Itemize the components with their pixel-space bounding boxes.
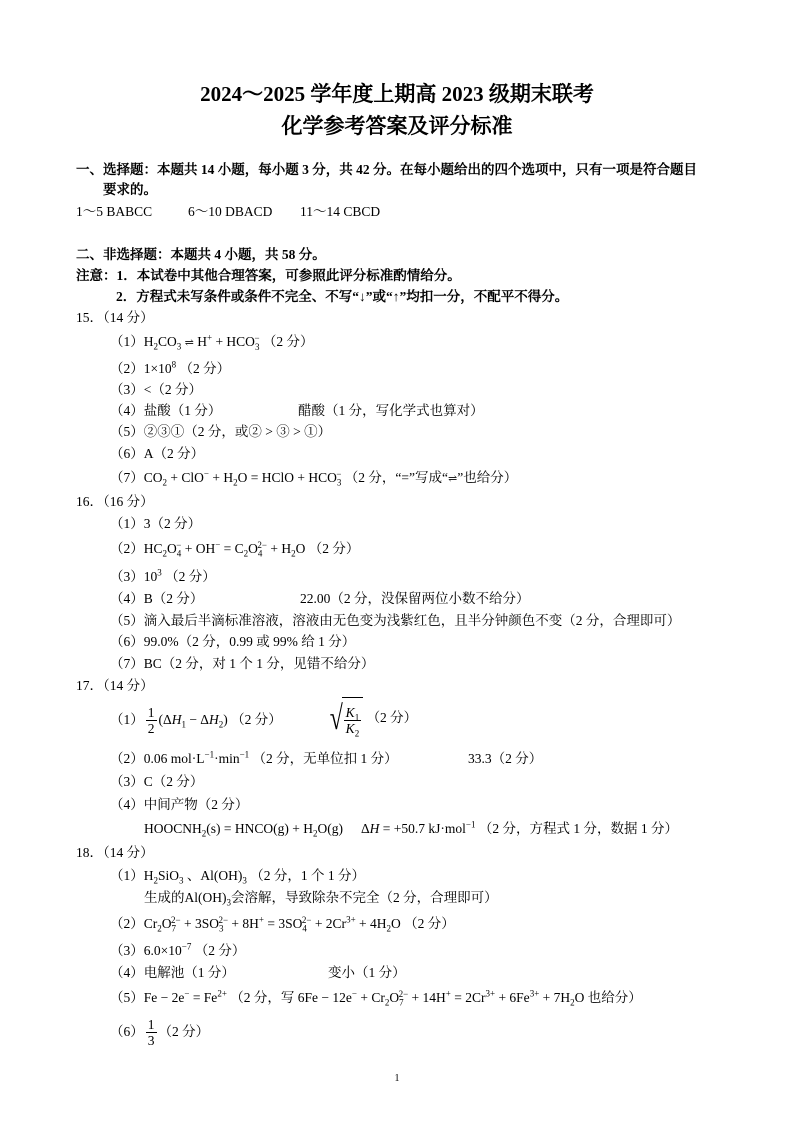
q16-answer-2: $(2)HC_2O_4^- + OH^- = C_2O_4^{2-} + H_2O$ （2 分） — [110, 539, 360, 559]
q17-heading: 17．（14 分） — [76, 678, 154, 693]
q18-answer-6: （6） $\frac{1}{3}$ （2 分） — [110, 1017, 210, 1049]
note-1: 注意：1．本试卷中其他合理答案，可参照此评分标准酌情给分。 — [76, 268, 461, 283]
q15-answer-7: $(7)CO_2 + ClO^- + H_2O$ = HClO + $HCO_3^-$ （2 分，“=”写成“⇌”也给分） — [110, 468, 518, 488]
one-half-fraction: $\frac{1}{2}$ — [147, 705, 155, 737]
q16-answer-4a: （4）B（2 分） — [110, 591, 204, 606]
square-root: √ $\frac{K_1}{K_2}$ — [327, 696, 363, 741]
q16-answer-6: （6）99.0%（2 分，0.99 或 99% 给 1 分） — [110, 634, 356, 649]
exam-title: 2024～2025 学年度上期高 2023 级期末联考 — [200, 82, 594, 106]
part1-heading-line1: 一、选择题：本题共 14 小题，每小题 3 分，共 42 分。在每小题给出的四个选项中，只有一项是符合题目 — [76, 162, 697, 177]
q17-equation: $HOOCNH_2(s)$ = HNCO(g) + $H_2O(g) \Delta H = +50.7$ kJ·mol$^{-1}$ （2 分，方程式 1 分，数据 1 分） — [144, 819, 678, 839]
q17-answer-2: （2）0.06 $mol\cdot L^{-1}\cdot\min^{-1}$ （2 分，无单位扣 1 分） — [110, 749, 398, 766]
q16-heading: 16．（16 分） — [76, 494, 154, 509]
q15-answer-2: $(2)1\times 10^8$ （2 分） — [110, 359, 231, 376]
mc-answers-3: 11～14 CBCD — [300, 204, 381, 219]
mc-answers-1: 1～5 BABCC — [76, 204, 153, 219]
q17-answer-1: （1） $\frac{1}{2}$ $(\Delta H_1 - \Delta H_2)$ （2 分） — [110, 705, 282, 737]
q15-heading: 15．（14 分） — [76, 310, 154, 325]
q17-answer-3: （3）C（2 分） — [110, 774, 204, 789]
q18-answer-5: $(5)Fe - 2e^- = Fe^{2+}$ （2 分，写 $6Fe - 12e^- + Cr_2O_7^{2-} + 14H^+ = 2Cr^{3+} + 6Fe^{3+} + 7H_2O$ 也给分） — [110, 988, 642, 1008]
q18-answer-4b: 变小（1 分） — [328, 965, 406, 980]
q17-answer-4: （4）中间产物（2 分） — [110, 797, 249, 812]
q18-answer-1-line2: 生成的$Al(OH)_3$会溶解，导致除杂不完全（2 分，合理即可） — [144, 890, 498, 908]
mc-answers-2: 6～10 DBACD — [188, 204, 273, 219]
q15-answer-4a: （4）盐酸（1 分） — [110, 403, 222, 418]
q15-answer-1: $(1)H_2CO_3$ ⇌ $H^+ + HCO_3^-$ （2 分） — [110, 332, 314, 352]
q15-answer-4b: 醋酸（1 分，写化学式也算对） — [298, 403, 484, 418]
q15-answer-3: （3）<（2 分） — [110, 382, 202, 397]
q18-answer-1: $(1)H_2SiO_3$ 、$Al(OH)_3$ （2 分，1 个 1 分） — [110, 868, 366, 886]
q16-answer-4b: 22.00（2 分，没保留两位小数不给分） — [300, 591, 530, 606]
q16-answer-7: （7）BC（2 分，对 1 个 1 分，见错不给分） — [110, 656, 375, 671]
one-third-fraction: $\frac{1}{3}$ — [147, 1017, 155, 1049]
q18-heading: 18．（14 分） — [76, 845, 154, 860]
q16-answer-1: （1）3（2 分） — [110, 516, 202, 531]
q18-answer-4a: （4）电解池（1 分） — [110, 965, 235, 980]
part1-heading-line2: 要求的。 — [103, 182, 157, 197]
note-2: 2．方程式未写条件或条件不完全、不写“↓”或“↑”均扣一分，不配平不得分。 — [116, 289, 569, 304]
q17-answer-1b: √ $\frac{K_1}{K_2}$ （2 分） — [327, 696, 417, 742]
q15-answer-6: （6）A（2 分） — [110, 446, 205, 461]
q16-answer-3: $(3)10^3$ （2 分） — [110, 567, 216, 584]
document-subtitle: 化学参考答案及评分标准 — [281, 114, 513, 138]
q18-answer-3: $(3)6.0\times 10^{-7}$ （2 分） — [110, 941, 246, 958]
q16-answer-5: （5）滴入最后半滴标准溶液，溶液由无色变为浅紫红色，且半分钟颜色不变（2 分，合理即可） — [110, 613, 681, 628]
q18-answer-2: $(2)Cr_2O_7^{2-} + 3SO_3^{2-} + 8H^+ = 3SO_4^{2-} + 2Cr^{3+} + 4H_2O$ （2 分） — [110, 914, 455, 934]
q15-answer-5: （5）②③①（2 分，或② > ③ > ①） — [110, 424, 332, 439]
q17-answer-2b: 33.3（2 分） — [468, 751, 543, 766]
page-number: 1 — [394, 1073, 400, 1084]
part2-heading: 二、非选择题：本题共 4 小题，共 58 分。 — [76, 247, 326, 262]
